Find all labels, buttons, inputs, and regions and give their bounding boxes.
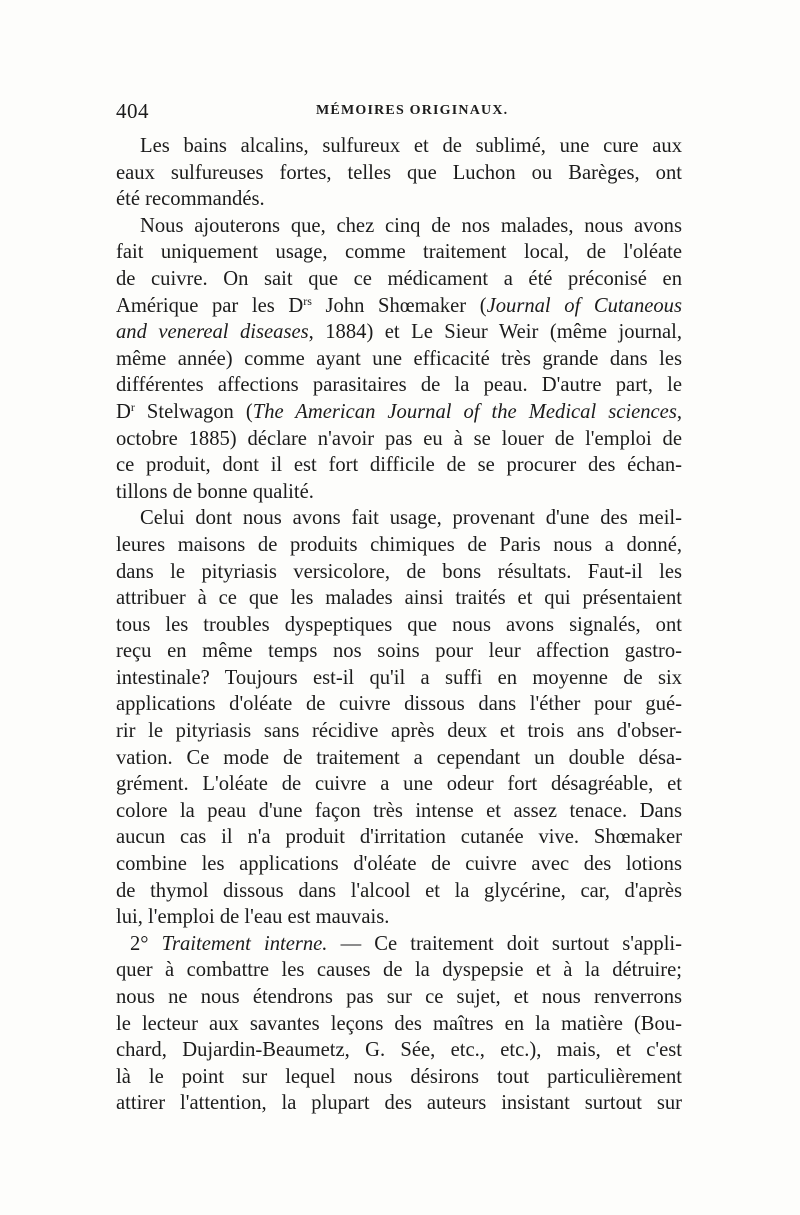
section-heading: Traitement interne. (161, 932, 328, 955)
text-run: Stelwagon ( (134, 400, 253, 423)
text-line: eaux sulfureuses fortes, telles que Luchon ou Barèges, ont (116, 161, 682, 184)
text-line: applications d'oléate de cuivre dissous dans l'éther pour gué- (116, 693, 682, 716)
text-run: D (116, 400, 131, 423)
text-line: grément. L'oléate de cuivre a une odeur fort désagréable, et (116, 773, 682, 796)
text-line: été recommandés. (116, 188, 265, 211)
page-header (116, 99, 682, 125)
text-line: tillons de bonne qualité. (116, 480, 314, 503)
text-line: lui, l'emploi de l'eau est mauvais. (116, 906, 390, 929)
journal-title: Journal of Cutaneous (486, 294, 682, 317)
text-line: chard, Dujardin-Beaumetz, G. Sée, etc., etc.), mais, et c'est (116, 1039, 682, 1062)
text-line: octobre 1885) déclare n'avoir pas eu à se louer de l'emploi de (116, 427, 682, 450)
text-line: aucun cas il n'a produit d'irritation cutanée vive. Shœmaker (116, 826, 682, 849)
text-line: Les bains alcalins, sulfureux et de sublimé, une cure aux (140, 135, 682, 157)
superscript: rs (303, 293, 312, 308)
text-line: attribuer à ce que les malades ainsi traités et qui présentaient (116, 587, 682, 610)
page-number: 404 (116, 99, 149, 123)
text-line: Nous ajouterons que, chez cinq de nos malades, nous avons (140, 214, 682, 237)
text-line (116, 931, 682, 958)
text-run: , 1884) et Le Sieur Weir (même journal, (308, 321, 682, 344)
text-line: ce produit, dont il est fort difficile de se procurer des échan- (116, 454, 682, 477)
text-line: de cuivre. On sait que ce médicament a été préconisé en (116, 267, 682, 290)
text-line: rir le pityriasis sans récidive après deux et trois ans d'obser- (116, 720, 682, 743)
text-line: nous ne nous étendrons pas sur ce sujet, et nous renverrons (116, 986, 682, 1008)
text-line: dans le pityriasis versicolore, de bons résultats. Faut-il les (116, 560, 682, 583)
running-head: MÉMOIRES ORIGINAUX. (316, 103, 509, 118)
text-line: Celui dont nous avons fait usage, provenant d'une des meil- (140, 507, 682, 530)
text-line: fait uniquement usage, comme traitement local, de l'oléate (116, 241, 682, 264)
journal-title: The American Journal of the Medical sciences (252, 400, 677, 423)
text-line: attirer l'attention, la plupart des auteurs insistant surtout sur (116, 1092, 682, 1115)
text-line: même année) comme ayant une efficacité très grande dans les (116, 347, 682, 370)
text-line: colore la peau d'une façon très intense et assez tenace. Dans (116, 799, 682, 822)
text-line: leures maisons de produits chimiques de Paris nous a donné, (116, 533, 682, 556)
text-line: combine les applications d'oléate de cuivre avec des lotions (116, 853, 682, 876)
text-line (116, 293, 682, 320)
text-run: Amérique par les D (116, 294, 304, 317)
text-line: là le point sur lequel nous désirons tout particulièrement (116, 1065, 682, 1088)
body-text (116, 133, 682, 1117)
text-line (116, 319, 682, 346)
text-line: tous les troubles dyspeptiques que nous avons signalés, ont (116, 613, 682, 636)
text-line: différentes affections parasitaires de la peau. D'autre part, le (116, 374, 682, 397)
text-line: le lecteur aux savantes leçons des maîtres en la matière (Bou- (116, 1012, 682, 1035)
journal-title: and venereal diseases (116, 321, 309, 344)
text-line (116, 399, 682, 426)
text-line: de thymol dissous dans l'alcool et la glycérine, car, d'après (116, 879, 682, 902)
text-run: — Ce traitement doit surtout s'appli- (327, 932, 682, 955)
text-run: , (676, 400, 682, 423)
text-line: intestinale? Toujours est-il qu'il a suffi en moyenne de six (116, 666, 682, 689)
text-line: vation. Ce mode de traitement a cependant un double désa- (116, 746, 682, 769)
text-run: 2° (130, 932, 162, 955)
text-line: reçu en même temps nos soins pour leur affection gastro- (116, 640, 682, 663)
text-run: John Shœmaker ( (311, 294, 487, 317)
superscript: r (130, 399, 135, 414)
text-line: quer à combattre les causes de la dyspepsie et à la détruire; (116, 959, 682, 982)
